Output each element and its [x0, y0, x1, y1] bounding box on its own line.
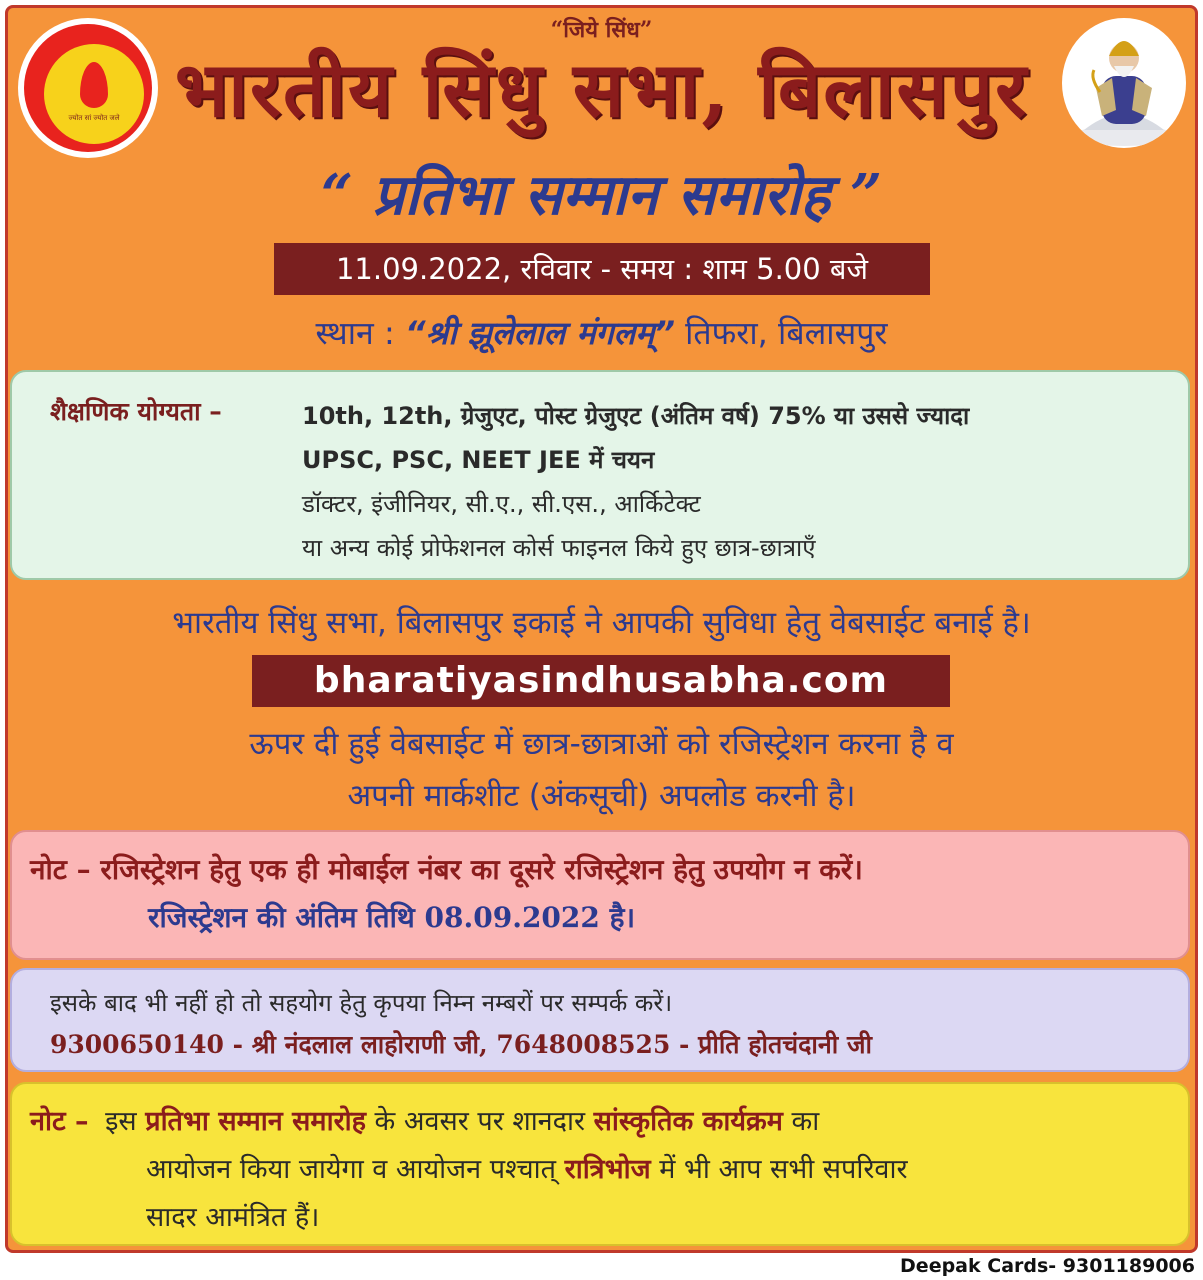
instruction-line: अपनी मार्कशीट (अंकसूची) अपलोड करनी है। — [347, 778, 856, 814]
eligibility-label: शैक्षणिक योग्यता – — [50, 397, 222, 426]
contact-info — [50, 982, 872, 1066]
eligibility-box — [10, 370, 1190, 580]
note-line — [30, 846, 863, 894]
note2-text: के अवसर पर शानदार — [374, 1106, 586, 1137]
note2-text: इस — [105, 1106, 137, 1137]
tagline: “जिये सिंध” — [550, 17, 653, 43]
contact-box — [10, 968, 1190, 1072]
note2-text: का — [791, 1106, 820, 1137]
note2-label: नोट – — [30, 1106, 89, 1137]
venue — [0, 305, 1203, 361]
venue-prefix: स्थान : — [315, 314, 395, 352]
note2-text: सादर आमंत्रित हैं। — [146, 1202, 320, 1233]
instruction-line: ऊपर दी हुई वेबसाईट में छात्र-छात्राओं को रजिस्ट्रेशन करना है व — [249, 726, 954, 762]
venue-suffix: तिफरा, बिलासपुर — [685, 314, 888, 352]
eligibility-item: डॉक्टर, इंजीनियर, सी.ए., सी.एस., आर्किटेक्ट — [302, 490, 701, 518]
cultural-program-highlight: सांस्कृतिक कार्यक्रम — [593, 1106, 783, 1137]
eligibility-item: या अन्य कोई प्रोफेशनल कोर्स फाइनल किये हुए छात्र-छात्राएँ — [302, 534, 816, 562]
note2-text: आयोजन किया जायेगा व आयोजन पश्चात् — [146, 1154, 557, 1185]
eligibility-list — [302, 394, 969, 570]
registration-note-box — [10, 830, 1190, 960]
eligibility-item: UPSC, PSC, NEET JEE में चयन — [302, 446, 655, 474]
registration-deadline: रजिस्ट्रेशन की अंतिम तिथि 08.09.2022 है। — [148, 901, 636, 934]
venue-name: “श्री झूलेलाल मंगलम्” — [404, 314, 675, 352]
registration-note — [30, 846, 863, 942]
eligibility-item: 10th, 12th, ग्रेजुएट, पोस्ट ग्रेजुएट (अंतिम वर्ष) 75% या उससे ज्यादा — [302, 402, 970, 430]
registration-instructions — [0, 718, 1203, 822]
cultural-note — [30, 1098, 907, 1242]
logo-text: ज्योत सां ज्योत जले — [68, 114, 120, 122]
note2-line — [30, 1098, 907, 1146]
event-title: “ प्रतिभा सम्मान समारोह ” — [320, 162, 883, 228]
org-title: भारतीय सिंधु सभा, बिलासपुर — [174, 45, 1029, 134]
note-label: नोट – — [30, 853, 91, 886]
website-announcement: भारतीय सिंधु सभा, बिलासपुर इकाई ने आपकी सुविधा हेतु वेबसाईट बनाई है। — [172, 605, 1031, 641]
note2-line — [30, 1146, 907, 1194]
contact-numbers: 9300650140 - श्री नंदलाल लाहोराणी जी, 7648008525 - प्रीति होतचंदानी जी — [50, 1030, 872, 1059]
contact-intro: इसके बाद भी नहीं हो तो सहयोग हेतु कृपया निम्न नम्बरों पर सम्पर्क करें। — [50, 989, 673, 1017]
event-highlight: प्रतिभा सम्मान समारोह — [145, 1106, 366, 1137]
cultural-note-box — [10, 1082, 1190, 1246]
printer-credit: Deepak Cards- 9301189006 — [900, 1255, 1195, 1277]
note-text: रजिस्ट्रेशन हेतु एक ही मोबाईल नंबर का दूसरे रजिस्ट्रेशन हेतु उपयोग न करें। — [100, 853, 863, 886]
website-link[interactable]: bharatiyasindhusabha.com — [252, 655, 950, 707]
date-time-banner: 11.09.2022, रविवार - समय : शाम 5.00 बजे — [274, 243, 930, 295]
dinner-highlight: रात्रिभोज — [564, 1154, 651, 1185]
note2-text: में भी आप सभी सपरिवार — [659, 1154, 908, 1185]
